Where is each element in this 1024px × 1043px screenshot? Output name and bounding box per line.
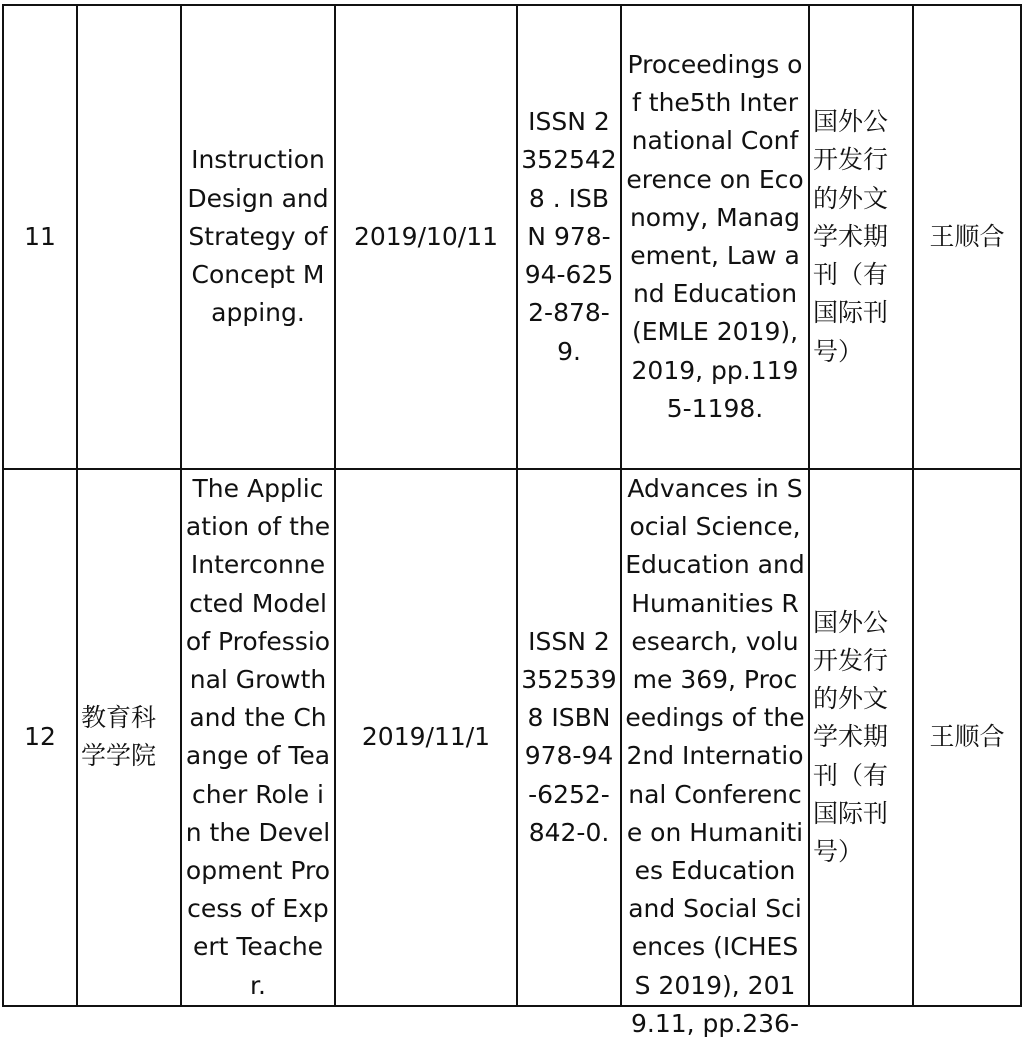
cell-author	[913, 5, 1021, 469]
cell-issn-text: ISSN 23525428 . ISBN 978-94-6252-878-9.	[521, 107, 617, 366]
cell-author-text: 王顺合	[929, 722, 1005, 752]
cell-source	[621, 469, 809, 1038]
cell-source-text: Advances in Social Science, Education and Humanities Research, volume 369, Proceedings of the 2nd International Conference on Humanities Education and Social Sciences (ICHESS 2019), 2019.11, pp.236-	[625, 474, 805, 1038]
cell-author-text: 王顺合	[929, 221, 1005, 251]
cell-college	[77, 469, 181, 1006]
cell-title-text: Instruction Design and Strategy of Concept Mapping.	[187, 145, 329, 328]
cell-issn-text: ISSN 23525398 ISBN 978-94-6252-842-0.	[521, 626, 617, 847]
cell-title	[181, 469, 335, 1006]
table-row	[3, 5, 1021, 469]
cell-college	[77, 5, 181, 469]
cell-type-text: 国外公开发行的外文学术期刊（有国际刊号）	[813, 107, 889, 366]
cell-issn	[517, 5, 621, 469]
publications-table	[2, 4, 1022, 1038]
cell-date	[335, 469, 517, 1006]
cell-type	[809, 5, 913, 469]
cell-type	[809, 469, 913, 1006]
cell-date-text: 2019/11/1	[361, 722, 491, 752]
cell-author	[913, 469, 1021, 1006]
table-row	[3, 469, 1021, 1006]
cell-index	[3, 5, 77, 469]
cell-index-text: 11	[24, 221, 56, 251]
cell-date	[335, 5, 517, 469]
cell-type-text: 国外公开发行的外文学术期刊（有国际刊号）	[813, 607, 889, 866]
cell-index-text: 12	[24, 722, 56, 752]
cell-date-text: 2019/10/11	[353, 221, 499, 251]
cell-source-text: Proceedings of the5th International Conference on Economy, Management, Law and Education (EMLE 2019), 2019, pp.1195-1198.	[626, 49, 804, 423]
cell-source	[621, 5, 809, 469]
cell-title	[181, 5, 335, 469]
cell-college-text: 教育科学学院	[81, 703, 157, 771]
cell-issn	[517, 469, 621, 1006]
cell-source-clip	[625, 470, 805, 1038]
cell-title-text: The Application of the Interconnected Model of Professional Growth and the Change of Teacher Role in the Development Process of Expert Teacher.	[185, 474, 331, 1000]
cell-index	[3, 469, 77, 1006]
